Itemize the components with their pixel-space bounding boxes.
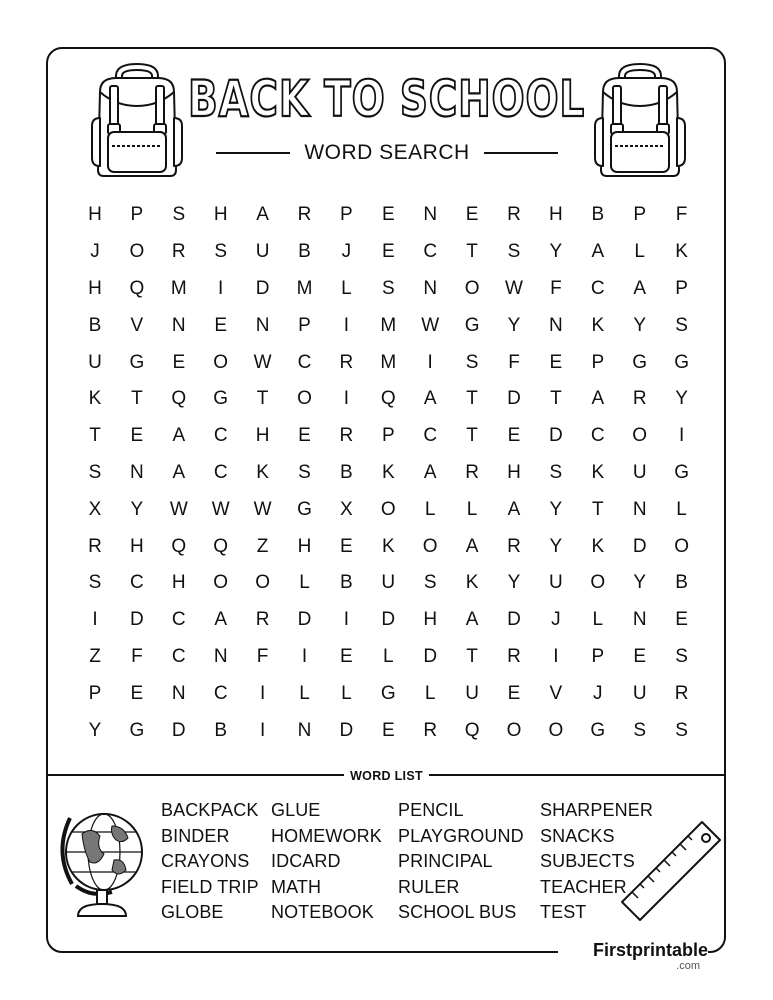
grid-letter: R <box>507 645 521 667</box>
grid-letter: Q <box>129 277 145 299</box>
grid-letter: D <box>339 719 354 741</box>
grid-letter: Y <box>633 572 647 594</box>
grid-letter: R <box>465 461 479 483</box>
grid-letter: U <box>632 461 647 483</box>
grid-letter: M <box>380 314 397 336</box>
grid-letter: K <box>381 461 395 483</box>
grid-letter: Y <box>507 572 521 594</box>
grid-letter: Z <box>89 645 101 667</box>
grid-letter: G <box>213 388 229 410</box>
grid-letter: I <box>343 314 350 336</box>
grid-letter: S <box>465 351 479 373</box>
grid-letter: G <box>129 719 145 741</box>
grid-letter: E <box>465 204 479 226</box>
grid-letter: E <box>130 425 144 447</box>
subtitle-rule-left <box>216 152 290 154</box>
grid-letter: R <box>339 425 354 447</box>
brand-name: Firstprintable <box>592 940 708 960</box>
grid-letter: K <box>88 388 102 410</box>
grid-letter: H <box>213 204 228 226</box>
grid-letter: N <box>632 609 647 631</box>
grid-letter: F <box>131 645 143 667</box>
word-list-item: CRAYONS <box>161 851 250 872</box>
grid-letter: I <box>343 388 350 410</box>
grid-letter: Y <box>633 314 647 336</box>
grid-letter: C <box>171 645 186 667</box>
grid-letter: P <box>340 204 353 226</box>
grid-letter: U <box>465 682 479 704</box>
grid-letter: V <box>130 314 144 336</box>
grid-letter: L <box>341 682 352 704</box>
grid-letter: O <box>213 572 229 594</box>
page-subtitle: WORD SEARCH <box>304 141 470 164</box>
grid-letter: W <box>253 351 272 373</box>
grid-letter: A <box>591 241 605 263</box>
grid-letter: S <box>172 204 186 226</box>
grid-letter: J <box>90 241 100 263</box>
grid-letter: S <box>298 461 311 483</box>
grid-letter: N <box>423 277 438 299</box>
grid-letter: E <box>130 682 144 704</box>
grid-letter: R <box>88 535 102 557</box>
word-list-item: SCHOOL BUS <box>398 902 517 923</box>
grid-letter: B <box>88 314 102 336</box>
word-list-label: WORD LIST <box>344 769 429 783</box>
grid-letter: G <box>674 461 689 483</box>
grid-letter: A <box>591 388 605 410</box>
grid-letter: P <box>591 351 605 373</box>
grid-letter: K <box>381 535 395 557</box>
grid-letter: N <box>632 498 647 520</box>
grid-letter: M <box>296 277 313 299</box>
grid-letter: I <box>259 682 266 704</box>
grid-letter: W <box>211 498 230 520</box>
grid-letter: U <box>632 682 647 704</box>
grid-letter: Y <box>549 535 563 557</box>
grid-letter: T <box>89 425 101 447</box>
grid-letter: Y <box>88 719 102 741</box>
grid-letter: S <box>675 314 688 336</box>
grid-letter: K <box>591 461 605 483</box>
word-list-item: NOTEBOOK <box>271 902 374 923</box>
grid-letter: S <box>88 461 102 483</box>
grid-letter: D <box>549 425 563 447</box>
word-list-item: IDCARD <box>271 851 341 872</box>
word-list-item: GLUE <box>271 800 321 820</box>
subtitle-rule-right <box>484 152 558 154</box>
grid-letter: W <box>169 498 188 520</box>
word-list-item: BACKPACK <box>161 800 259 820</box>
grid-letter: P <box>298 314 311 336</box>
grid-letter: H <box>255 425 270 447</box>
grid-letter: G <box>632 351 648 373</box>
grid-letter: S <box>507 241 521 263</box>
grid-letter: J <box>341 241 352 263</box>
grid-letter: N <box>171 314 186 336</box>
grid-letter: T <box>591 498 604 520</box>
grid-letter: L <box>299 682 310 704</box>
word-list-item: FIELD TRIP <box>161 876 259 897</box>
grid-letter: H <box>130 535 144 557</box>
word-list-item: PRINCIPAL <box>398 851 493 872</box>
grid-letter: Q <box>464 719 480 741</box>
grid-letter: U <box>381 572 396 594</box>
grid-letter: H <box>507 461 521 483</box>
grid-letter: I <box>218 277 224 299</box>
grid-letter: A <box>214 609 228 631</box>
grid-letter: J <box>551 609 561 631</box>
grid-letter: D <box>381 609 396 631</box>
grid-letter: C <box>423 425 438 447</box>
grid-letter: O <box>213 351 229 373</box>
grid-letter: T <box>131 388 143 410</box>
word-list-item: SNACKS <box>540 825 615 846</box>
grid-letter: C <box>171 609 186 631</box>
grid-letter: C <box>590 425 605 447</box>
grid-letter: A <box>172 461 186 483</box>
grid-letter: B <box>675 572 688 594</box>
grid-letter: Y <box>130 498 144 520</box>
grid-letter: A <box>423 388 437 410</box>
grid-letter: E <box>507 425 521 447</box>
grid-letter: E <box>675 609 688 631</box>
grid-letter: F <box>256 645 269 667</box>
grid-letter: E <box>381 204 395 226</box>
brand-logo <box>558 940 708 972</box>
grid-letter: S <box>423 572 437 594</box>
grid-letter: D <box>297 609 312 631</box>
grid-letter: T <box>466 425 478 447</box>
page-title: BACK TO SCHOOL <box>187 70 586 128</box>
grid-letter: F <box>675 204 688 226</box>
grid-letter: R <box>255 609 270 631</box>
grid-letter: I <box>259 719 266 741</box>
grid-letter: A <box>633 277 647 299</box>
grid-letter: A <box>256 204 269 226</box>
grid-letter: O <box>255 572 270 594</box>
grid-letter: R <box>507 204 521 226</box>
grid-letter: L <box>592 609 604 631</box>
word-list-item: MATH <box>271 876 322 897</box>
grid-letter: A <box>423 461 437 483</box>
grid-letter: P <box>591 645 605 667</box>
grid-letter: N <box>297 719 312 741</box>
grid-letter: A <box>507 498 521 520</box>
grid-letter: E <box>381 719 395 741</box>
grid-letter: O <box>464 277 480 299</box>
grid-letter: I <box>553 645 559 667</box>
grid-letter: H <box>88 277 102 299</box>
grid-letter: R <box>339 351 354 373</box>
grid-letter: O <box>129 241 145 263</box>
grid-letter: L <box>676 498 687 520</box>
grid-letter: K <box>465 572 479 594</box>
word-list-item: TEACHER <box>540 876 627 897</box>
grid-letter: O <box>674 535 689 557</box>
grid-letter: S <box>214 241 228 263</box>
grid-letter: L <box>341 277 352 299</box>
grid-letter: S <box>633 719 647 741</box>
grid-letter: B <box>591 204 605 226</box>
grid-letter: N <box>423 204 438 226</box>
word-list-column <box>271 798 382 926</box>
grid-letter: P <box>88 682 102 704</box>
word-list-item: RULER <box>398 876 460 897</box>
grid-letter: I <box>427 351 433 373</box>
grid-letter: B <box>298 241 311 263</box>
grid-letter: T <box>466 645 478 667</box>
grid-letter: H <box>549 204 563 226</box>
grid-letter: R <box>632 388 647 410</box>
grid-letter: C <box>423 241 438 263</box>
grid-letter: Q <box>171 388 187 410</box>
grid-letter: S <box>381 277 395 299</box>
grid-letter: L <box>634 241 645 263</box>
grid-letter: K <box>675 241 688 263</box>
grid-letter: H <box>297 535 312 557</box>
grid-letter: G <box>674 351 689 373</box>
grid-letter: I <box>92 609 98 631</box>
grid-letter: K <box>591 535 605 557</box>
grid-letter: K <box>256 461 269 483</box>
grid-letter: G <box>297 498 312 520</box>
grid-letter: F <box>508 351 520 373</box>
grid-letter: I <box>343 609 350 631</box>
grid-letter: W <box>253 498 272 520</box>
grid-letter: G <box>464 314 480 336</box>
grid-letter: W <box>505 277 523 299</box>
grid-letter: Y <box>675 388 688 410</box>
word-list-item: PLAYGROUND <box>398 825 524 846</box>
grid-letter: R <box>507 535 521 557</box>
grid-letter: O <box>506 719 522 741</box>
grid-letter: R <box>297 204 312 226</box>
grid-letter: E <box>340 645 353 667</box>
grid-letter: U <box>88 351 102 373</box>
grid-letter: O <box>632 425 648 447</box>
grid-letter: G <box>380 682 396 704</box>
grid-letter: H <box>423 609 438 631</box>
grid-letter: Y <box>549 241 563 263</box>
word-list-item: SHARPENER <box>540 800 653 820</box>
grid-letter: F <box>550 277 562 299</box>
grid-letter: T <box>550 388 562 410</box>
word-list-heading <box>0 765 773 784</box>
grid-letter: D <box>423 645 438 667</box>
grid-letter: P <box>675 277 688 299</box>
grid-letter: C <box>130 572 144 594</box>
globe-icon <box>52 804 148 922</box>
grid-letter: N <box>255 314 270 336</box>
grid-letter: I <box>301 645 308 667</box>
grid-letter: E <box>633 645 647 667</box>
grid-letter: X <box>340 498 353 520</box>
grid-letter: T <box>256 388 269 410</box>
grid-letter: U <box>255 241 270 263</box>
grid-letter: B <box>340 572 353 594</box>
grid-letter: C <box>213 461 228 483</box>
grid-letter: E <box>214 314 228 336</box>
grid-letter: L <box>424 498 436 520</box>
word-list-item: SUBJECTS <box>540 851 635 872</box>
grid-letter: E <box>507 682 521 704</box>
grid-letter: A <box>465 609 479 631</box>
grid-letter: D <box>130 609 144 631</box>
grid-letter: D <box>507 609 521 631</box>
grid-letter: E <box>381 241 395 263</box>
grid-letter: T <box>466 241 478 263</box>
word-list-item: HOMEWORK <box>271 825 382 846</box>
grid-letter: M <box>380 351 397 373</box>
grid-letter: B <box>340 461 353 483</box>
grid-letter: O <box>590 572 606 594</box>
grid-letter: G <box>129 351 145 373</box>
grid-letter: Q <box>380 388 396 410</box>
grid-letter: N <box>171 682 186 704</box>
grid-letter: S <box>549 461 563 483</box>
grid-letter: O <box>380 498 396 520</box>
grid-letter: O <box>422 535 438 557</box>
grid-letter: N <box>549 314 563 336</box>
grid-letter: P <box>381 425 395 447</box>
grid-letter: K <box>591 314 605 336</box>
word-list-column <box>161 798 259 926</box>
grid-letter: D <box>255 277 270 299</box>
grid-letter: S <box>675 645 688 667</box>
grid-letter: N <box>213 645 228 667</box>
grid-letter: Q <box>213 535 229 557</box>
grid-letter: P <box>633 204 647 226</box>
grid-letter: Y <box>507 314 521 336</box>
grid-letter: S <box>675 719 688 741</box>
grid-letter: C <box>590 277 605 299</box>
grid-letter: M <box>170 277 187 299</box>
subtitle-row <box>216 140 558 166</box>
grid-letter: R <box>674 682 689 704</box>
grid-letter: U <box>549 572 563 594</box>
grid-letter: G <box>590 719 606 741</box>
grid-letter: A <box>172 425 186 447</box>
grid-letter: R <box>423 719 438 741</box>
grid-letter: N <box>130 461 144 483</box>
grid-letter: C <box>297 351 312 373</box>
grid-letter: O <box>297 388 312 410</box>
word-list-column <box>398 798 524 926</box>
word-list-item: PENCIL <box>398 800 464 820</box>
grid-letter: S <box>88 572 102 594</box>
word-list-column <box>540 798 653 926</box>
grid-letter: E <box>298 425 311 447</box>
grid-letter: Z <box>256 535 269 557</box>
grid-letter: A <box>465 535 479 557</box>
grid-letter: D <box>171 719 186 741</box>
grid-letter: O <box>548 719 564 741</box>
grid-letter: B <box>214 719 228 741</box>
grid-letter: Y <box>549 498 563 520</box>
grid-letter: X <box>88 498 102 520</box>
word-list-item: BINDER <box>161 825 230 846</box>
grid-letter: E <box>172 351 186 373</box>
grid-letter: C <box>213 682 228 704</box>
grid-letter: D <box>632 535 647 557</box>
brand-domain: .com <box>676 960 700 972</box>
grid-letter: R <box>171 241 186 263</box>
grid-letter: J <box>593 682 603 704</box>
grid-letter: H <box>171 572 186 594</box>
grid-letter: L <box>424 682 436 704</box>
grid-letter: C <box>213 425 228 447</box>
grid-letter: D <box>507 388 521 410</box>
grid-letter: E <box>549 351 563 373</box>
grid-letter: L <box>466 498 478 520</box>
grid-letter: E <box>340 535 353 557</box>
grid-letter: L <box>383 645 394 667</box>
word-list-item: GLOBE <box>161 902 224 923</box>
grid-letter: H <box>88 204 102 226</box>
grid-letter: W <box>421 314 440 336</box>
grid-letter: L <box>299 572 310 594</box>
grid-letter: Q <box>171 535 187 557</box>
word-list-item: TEST <box>540 902 587 923</box>
grid-letter: I <box>678 425 685 447</box>
grid-letter: P <box>130 204 144 226</box>
grid-letter: V <box>549 682 563 704</box>
grid-letter: T <box>466 388 478 410</box>
